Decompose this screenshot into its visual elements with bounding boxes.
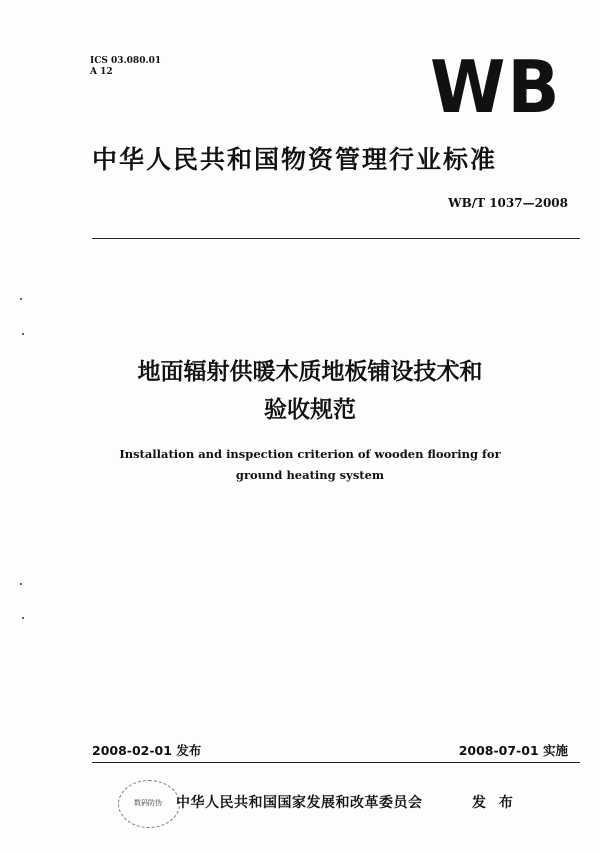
footer-divider [92, 762, 580, 763]
issue-date: 2008-02-01 发布 [92, 743, 202, 758]
title-en-line1: Installation and inspection criterion of wooden flooring for [119, 447, 501, 461]
scan-speck [20, 298, 22, 300]
ics-code: ICS 03.080.01 [90, 56, 162, 66]
implementation-date: 2008-07-01 实施 [458, 743, 568, 758]
scan-speck [20, 583, 22, 585]
publish-label: 发 布 [472, 795, 517, 811]
standard-number: WB/T 1037—2008 [448, 196, 568, 210]
org-title: 中华人民共和国物资管理行业标准 [92, 145, 498, 174]
seal-label: 数码防伪 [134, 799, 162, 807]
scan-speck [22, 333, 24, 335]
title-english [0, 444, 600, 486]
title-chinese [0, 353, 600, 429]
classification-block [90, 56, 161, 78]
scan-speck [22, 617, 24, 619]
title-cn-line2: 验收规范 [264, 397, 356, 423]
title-cn-line1: 地面辐射供暖木质地板铺设技术和 [137, 359, 483, 385]
ccs-code: A 12 [90, 67, 113, 77]
wb-logo: WB [430, 45, 562, 129]
title-en-line2: ground heating system [235, 468, 385, 482]
issuing-authority: 中华人民共和国国家发展和改革委员会 [176, 795, 423, 811]
header-divider [92, 238, 580, 239]
